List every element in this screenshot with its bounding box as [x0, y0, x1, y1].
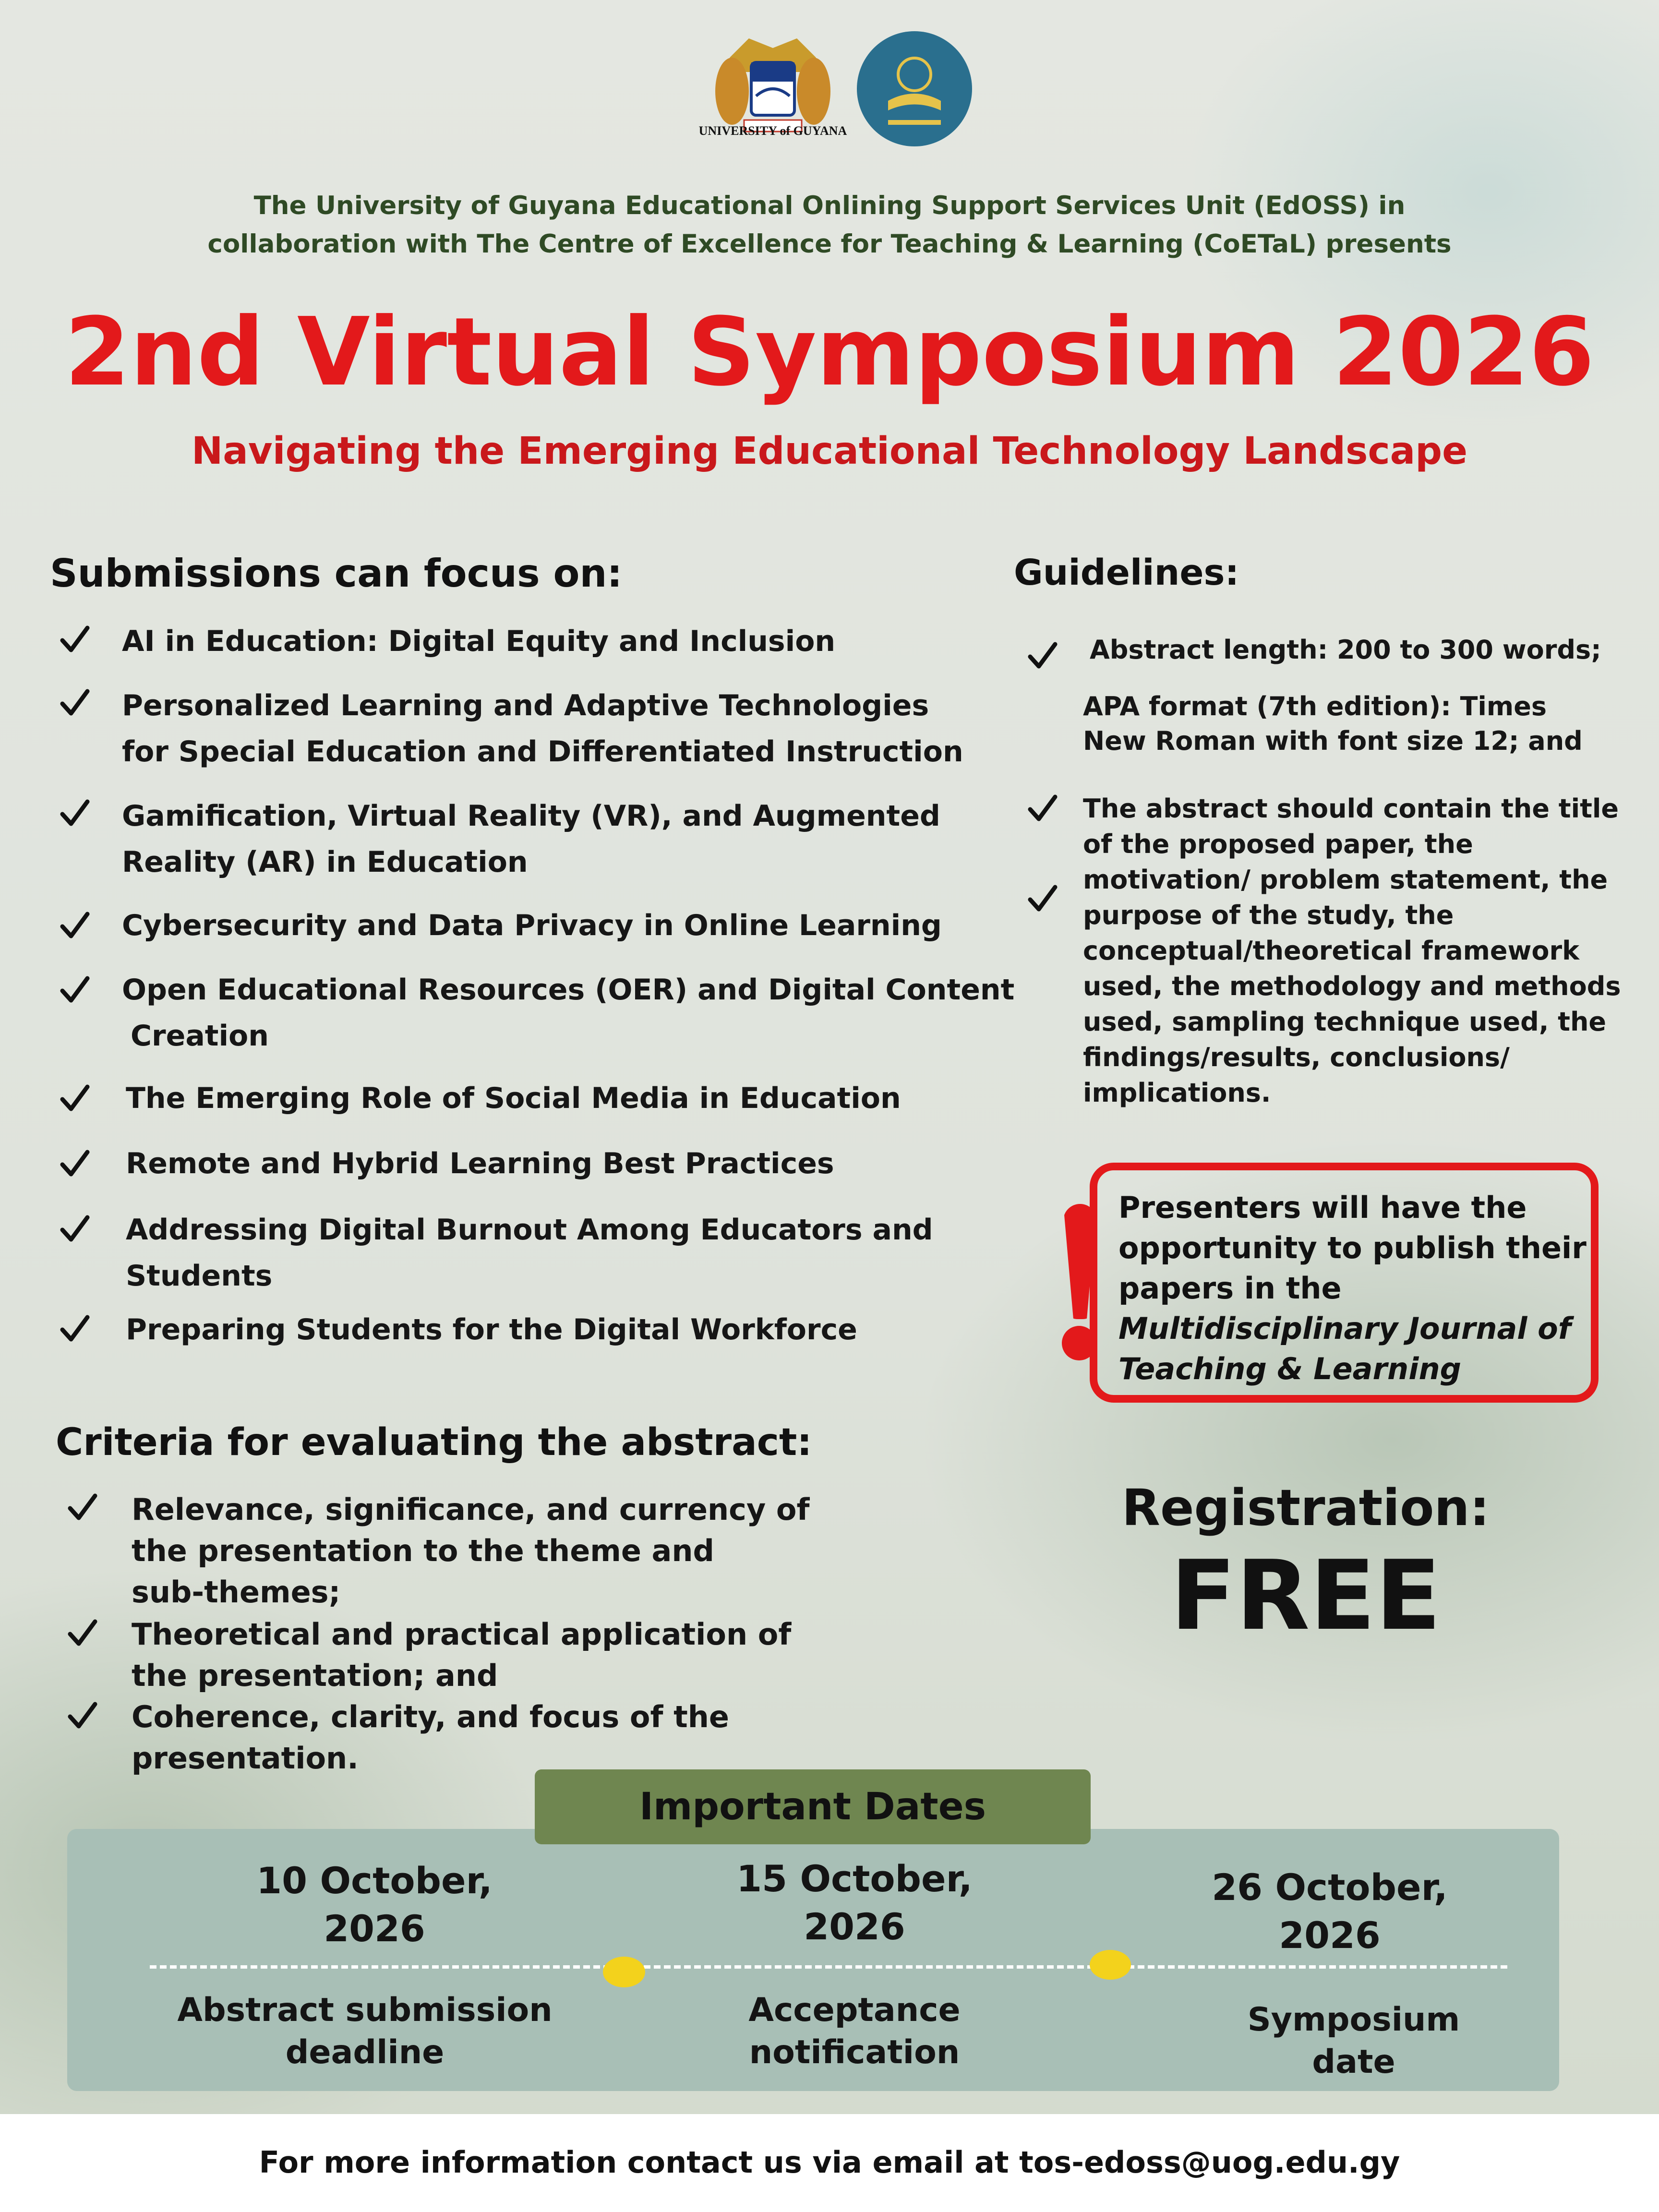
guideline-abstract-content: The abstract should contain the title of the proposed paper, the motivation/ problem statement, the purpose of the study, the conceptual/theoretical framework used, the methodology and methods used, sampling technique used, the findings/results, conclusions/ implications. — [1083, 793, 1621, 1108]
check-icon — [67, 1492, 98, 1523]
page-title: 2nd Virtual Symposium 2026 — [64, 298, 1595, 407]
focus-item: Gamification, Virtual Reality (VR), and Augmented — [122, 799, 940, 833]
check-icon — [67, 1618, 98, 1648]
coetal-logo — [854, 29, 974, 149]
footer-contact: For more information contact us via email at tos-edoss@uog.edu.gy — [259, 2145, 1400, 2180]
date-acceptance: 15 October, 2026 — [736, 1857, 973, 1948]
label-abstract-deadline: Abstract submission deadline — [177, 1991, 553, 2071]
check-icon — [67, 1700, 98, 1731]
check-icon — [60, 624, 90, 655]
check-icon — [60, 798, 90, 829]
focus-item: The Emerging Role of Social Media in Education — [126, 1082, 901, 1115]
exclamation-dot — [1062, 1326, 1096, 1360]
uog-logo-caption: UNIVERSITY of GUYANA — [698, 124, 847, 138]
criteria-heading: Criteria for evaluating the abstract: — [56, 1421, 812, 1464]
criteria-item-coherence: Coherence, clarity, and focus of the presentation. — [132, 1699, 729, 1776]
date-abstract-deadline: 10 October, 2026 — [256, 1859, 493, 1950]
focus-item: Addressing Digital Burnout Among Educators and — [126, 1213, 933, 1247]
timeline-dot — [603, 1957, 645, 1987]
focus-item: Remote and Hybrid Learning Best Practices — [126, 1147, 834, 1180]
timeline-dot — [1090, 1950, 1131, 1980]
check-icon — [60, 687, 90, 718]
presents-line-2: collaboration with The Centre of Excellence for Teaching & Learning (CoETaL) presents — [207, 229, 1452, 259]
label-symposium: Symposium date — [1247, 2001, 1460, 2081]
presents-line-1: The University of Guyana Educational Onlining Support Services Unit (EdOSS) in — [253, 191, 1406, 220]
check-icon — [60, 1214, 90, 1244]
focus-item: for Special Education and Differentiated Instruction — [122, 735, 963, 769]
page-subtitle: Navigating the Emerging Educational Technology Landscape — [191, 430, 1468, 473]
check-icon — [1027, 793, 1058, 824]
registration-free: FREE — [1170, 1540, 1441, 1652]
focus-item: Creation — [131, 1019, 269, 1053]
registration-label: Registration: — [1121, 1479, 1490, 1537]
check-icon — [60, 1083, 90, 1114]
guidelines-heading: Guidelines: — [1014, 552, 1239, 593]
date-symposium: 26 October, 2026 — [1212, 1866, 1448, 1957]
criteria-item-theoretical: Theoretical and practical application of the presentation; and — [132, 1617, 792, 1693]
check-icon — [1027, 640, 1058, 671]
focus-item: Preparing Students for the Digital Workforce — [126, 1313, 857, 1346]
focus-item: Students — [126, 1259, 273, 1293]
check-icon — [1027, 883, 1058, 914]
check-icon — [60, 974, 90, 1005]
check-icon — [60, 1313, 90, 1344]
guideline-apa-format: APA format (7th edition): Times — [1083, 691, 1547, 721]
focus-item: Reality (AR) in Education — [122, 845, 528, 879]
label-acceptance: Acceptance notification — [748, 1991, 961, 2071]
criteria-item-relevance: Relevance, significance, and currency of the presentation to the theme and sub-themes; — [132, 1492, 810, 1610]
important-dates-heading: Important Dates — [535, 1769, 1091, 1844]
check-icon — [60, 910, 90, 941]
guideline-abstract-length: Abstract length: 200 to 300 words; — [1090, 635, 1601, 665]
timeline-line — [150, 1965, 1507, 1969]
focus-heading: Submissions can focus on: — [50, 551, 623, 596]
callout-text: Presenters will have the opportunity to publish their papers in the Multidisciplinary Journal of Teaching & Learning — [1118, 1190, 1587, 1386]
focus-item: AI in Education: Digital Equity and Inclusion — [122, 625, 836, 658]
focus-item: Cybersecurity and Data Privacy in Online Learning — [122, 909, 942, 942]
focus-item: Personalized Learning and Adaptive Technologies — [122, 689, 929, 722]
guideline-apa-format: New Roman with font size 12; and — [1083, 726, 1583, 756]
focus-item: Open Educational Resources (OER) and Digital Content — [122, 973, 1015, 1007]
check-icon — [60, 1148, 90, 1179]
